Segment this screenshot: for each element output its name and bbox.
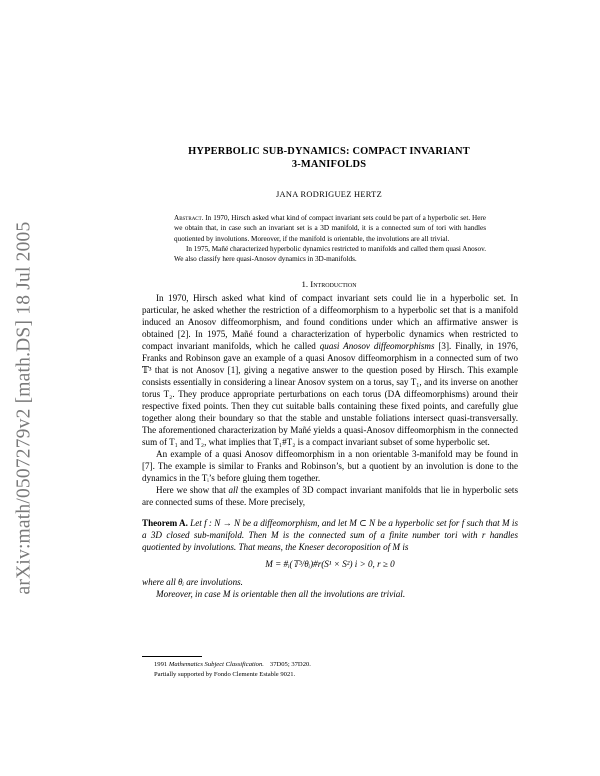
footnote-msc-label: Mathematics Subject Classification. bbox=[168, 661, 264, 668]
intro-p1-part-b: [3]. Finally, in 1976, Franks and Robinson gave an example of a quasi Anosov diffeomorphism in a connected sum of two 𝕋³ that is not Anosov [1], giving a negative answer to the question posed by Hirsch. This example consists essentially in considering a linear Anosov system on a torus, say T₁, and its inverse on another torus T₂. They produce appropriate perturbations on each torus (DA diffeomorphisms) around their respective fixed points. Then they cut suitable balls containing these fixed points, and carefully glue together along their boundary so that the stable and unstable foliations intersect quasi-transversally. The aforementioned characterization by Mañé yields a quasi-Anosov diffeomorphism in the connected sum of T₁ and T₂, what implies that T₁#T₂ is a compact invariant subset of some hyperbolic set. bbox=[142, 341, 518, 447]
paper-title bbox=[150, 145, 508, 171]
title-line-2: 3-MANIFOLDS bbox=[291, 159, 367, 170]
arxiv-identifier: arXiv:math/0507279v2 [math.DS] 18 Jul 2005 bbox=[13, 221, 35, 595]
section-heading: 1. Introduction bbox=[301, 279, 357, 289]
footnote-rule bbox=[142, 656, 202, 657]
body-text bbox=[142, 292, 518, 600]
intro-p3-part-b: the examples of 3D compact invariant manifolds that lie in hyperbolic sets are connected sums of these. More precisely, bbox=[142, 485, 518, 507]
abstract-label: Abstract. bbox=[174, 214, 204, 222]
intro-p3-emphasis: all bbox=[228, 485, 239, 495]
intro-p3-part-a: Here we show that bbox=[156, 485, 229, 495]
theorem-statement: Let f : N → N be a diffeomorphism, and let M ⊂ N be a hyperbolic set for f such that M is a 3D closed sub-manifold. Then M is the connected sum of a finite number tori with r handles quotiented by involutions. That means, the Kneser decoroposition of M is bbox=[142, 518, 518, 552]
footnotes bbox=[142, 656, 518, 680]
abstract-paragraph-1 bbox=[174, 213, 486, 244]
arxiv-stamp bbox=[6, 168, 42, 648]
abstract-text-1: In 1970, Hirsch asked what kind of compact invariant sets could be part of a hyperbolic set. Here we obtain that, in case such an invariant set is a 3D manifold, it is a connected sum of tori with handles quotiented by involutions. Moreover, if the manifold is orientable, the involutions are all trivial. bbox=[174, 214, 486, 243]
theorem-after: where all θᵢ are involutions. bbox=[142, 577, 243, 587]
intro-p1-part-a: In 1970, Hirsch asked what kind of compact invariant sets could lie in a hyperbolic set. In particular, he asked whether the restriction of a diffeomorphism to a hyperbolic set that is a manifold induced an Anosov diffeomorphism, and found conditions under which an affirmative answer is obtained [2]. In 1975, Mañé found a characterization of hyperbolic dynamics when restricted to compact invariant manifolds, which he called bbox=[142, 293, 518, 351]
footnote-year: 1991 bbox=[154, 661, 169, 668]
abstract bbox=[174, 213, 486, 264]
footnote-msc-codes: 37D05; 37D20. bbox=[269, 661, 311, 668]
abstract-paragraph-2: In 1975, Mañé characterized hyperbolic dynamics restricted to manifolds and called them quasi Anosov. We also classify here quasi-Anosov dynamics in 3D-manifolds. bbox=[174, 244, 486, 264]
intro-paragraph-1 bbox=[142, 292, 518, 448]
title-line-1: HYPERBOLIC SUB-DYNAMICS: COMPACT INVARIANT bbox=[188, 146, 470, 157]
intro-paragraph-3 bbox=[142, 484, 518, 508]
footnote-msc bbox=[142, 660, 518, 670]
author: JANA RODRIGUEZ HERTZ bbox=[276, 190, 382, 199]
theorem-label: Theorem A. bbox=[142, 518, 188, 528]
intro-p1-emphasis: quasi Anosov diffeomorphisms bbox=[319, 341, 435, 351]
theorem-a bbox=[142, 517, 518, 553]
intro-paragraph-2: An example of a quasi Anosov diffeomorphism in a non orientable 3-manifold may be found in [7]. The example is similar to Franks and Robinson’s, but a quotient by an involution is done to the dynamics in the Tᵢ’s before gluing them together. bbox=[142, 449, 518, 483]
kneser-equation: M = #ᵢ(𝕋³/θᵢ)#r(S¹ × S²) i > 0, r ≥ 0 bbox=[265, 559, 395, 569]
footnote-support: Partially supported by Fondo Clemente Estable 9021. bbox=[154, 671, 296, 678]
theorem-moreover: Moreover, in case M is orientable then all the involutions are trivial. bbox=[156, 589, 406, 599]
